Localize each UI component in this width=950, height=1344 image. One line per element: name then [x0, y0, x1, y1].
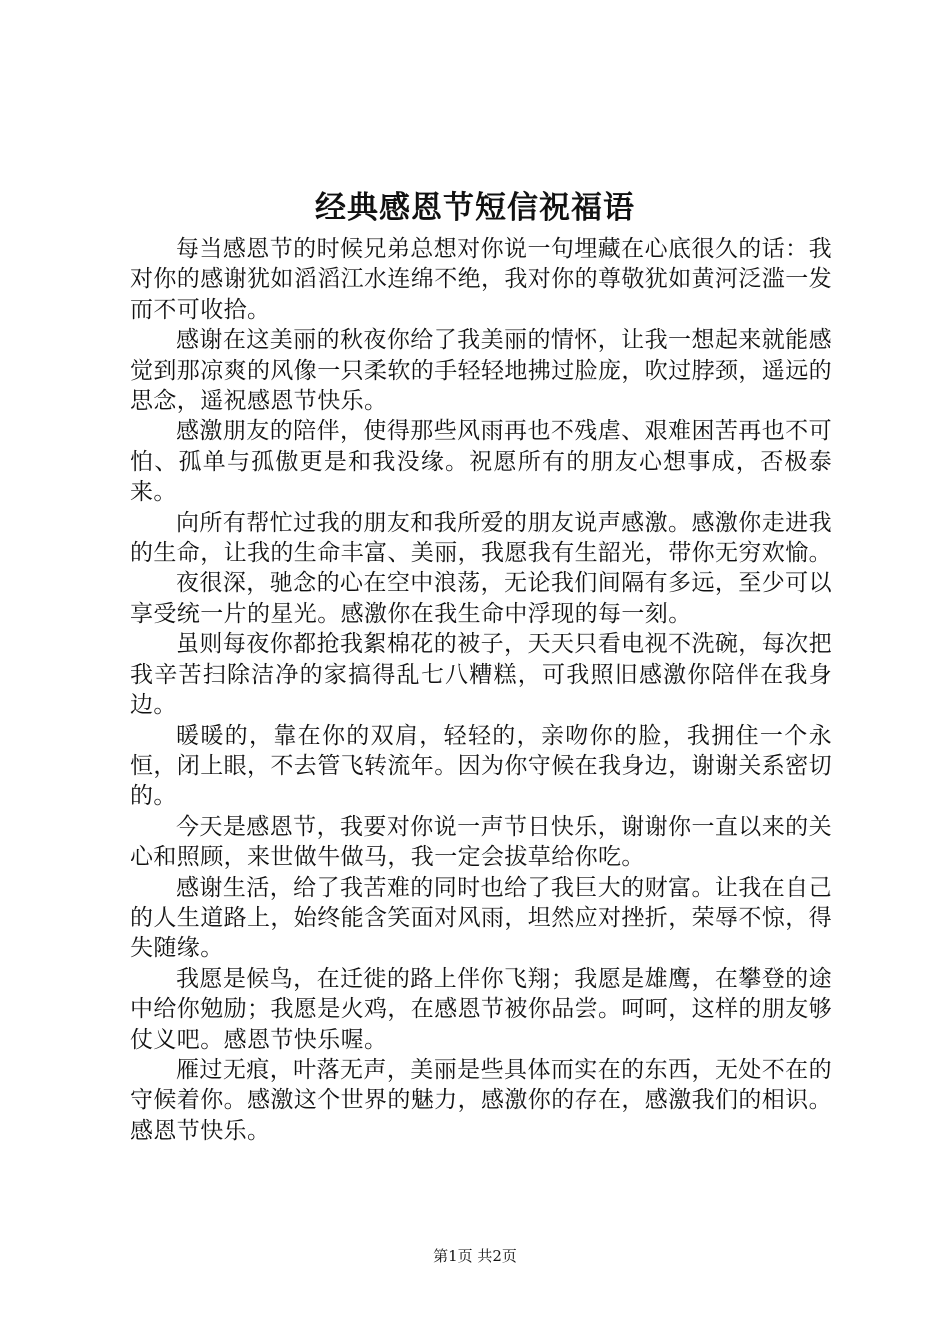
paragraph: 今天是感恩节，我要对你说一声节日快乐，谢谢你一直以来的关心和照顾，来世做牛做马，我一定会拔草给你吃。 — [130, 813, 832, 871]
document-title: 经典感恩节短信祝福语 — [315, 190, 635, 226]
paragraph: 暖暖的，靠在你的双肩，轻轻的，亲吻你的脸，我拥住一个永恒，闭上眼，不去管飞转流年。因为你守候在我身边，谢谢关系密切的。 — [130, 722, 832, 810]
paragraph: 雁过无痕，叶落无声，美丽是些具体而实在的东西，无处不在的守候着你。感激这个世界的魅力，感激你的存在，感激我们的相识。感恩节快乐。 — [130, 1056, 832, 1144]
paragraph: 感谢在这美丽的秋夜你给了我美丽的情怀，让我一想起来就能感觉到那凉爽的风像一只柔软的手轻轻地拂过脸庞，吹过脖颈，遥远的思念，遥祝感恩节快乐。 — [130, 327, 832, 415]
paragraph: 夜很深，驰念的心在空中浪荡，无论我们间隔有多远，至少可以享受统一片的星光。感激你在我生命中浮现的每一刻。 — [130, 570, 832, 627]
paragraph: 虽则每夜你都抢我絮棉花的被子，天天只看电视不洗碗，每次把我辛苦扫除洁净的家搞得乱七八糟糕，可我照旧感激你陪伴在我身边。 — [130, 631, 832, 719]
paragraph: 感激朋友的陪伴，使得那些风雨再也不残虐、艰难困苦再也不可怕、孤单与孤傲更是和我没缘。祝愿所有的朋友心想事成，否极泰来。 — [130, 418, 832, 506]
page-footer: 第1页 共2页 — [433, 1247, 517, 1265]
paragraph: 向所有帮忙过我的朋友和我所爱的朋友说声感激。感激你走进我的生命，让我的生命丰富、美丽，我愿我有生韶光，带你无穷欢愉。 — [130, 509, 832, 567]
document-body — [130, 234, 832, 1146]
paragraph: 我愿是候鸟，在迁徙的路上伴你飞翔；我愿是雄鹰，在攀登的途中给你勉励；我愿是火鸡，在感恩节被你品尝。呵呵，这样的朋友够仗义吧。感恩节快乐喔。 — [130, 965, 832, 1053]
paragraph: 感谢生活，给了我苦难的同时也给了我巨大的财富。让我在自己的人生道路上，始终能含笑面对风雨，坦然应对挫折，荣辱不惊，得失随缘。 — [130, 874, 832, 962]
paragraph: 每当感恩节的时候兄弟总想对你说一句埋藏在心底很久的话：我对你的感谢犹如滔滔江水连绵不绝，我对你的尊敬犹如黄河泛滥一发而不可收拾。 — [130, 236, 832, 323]
